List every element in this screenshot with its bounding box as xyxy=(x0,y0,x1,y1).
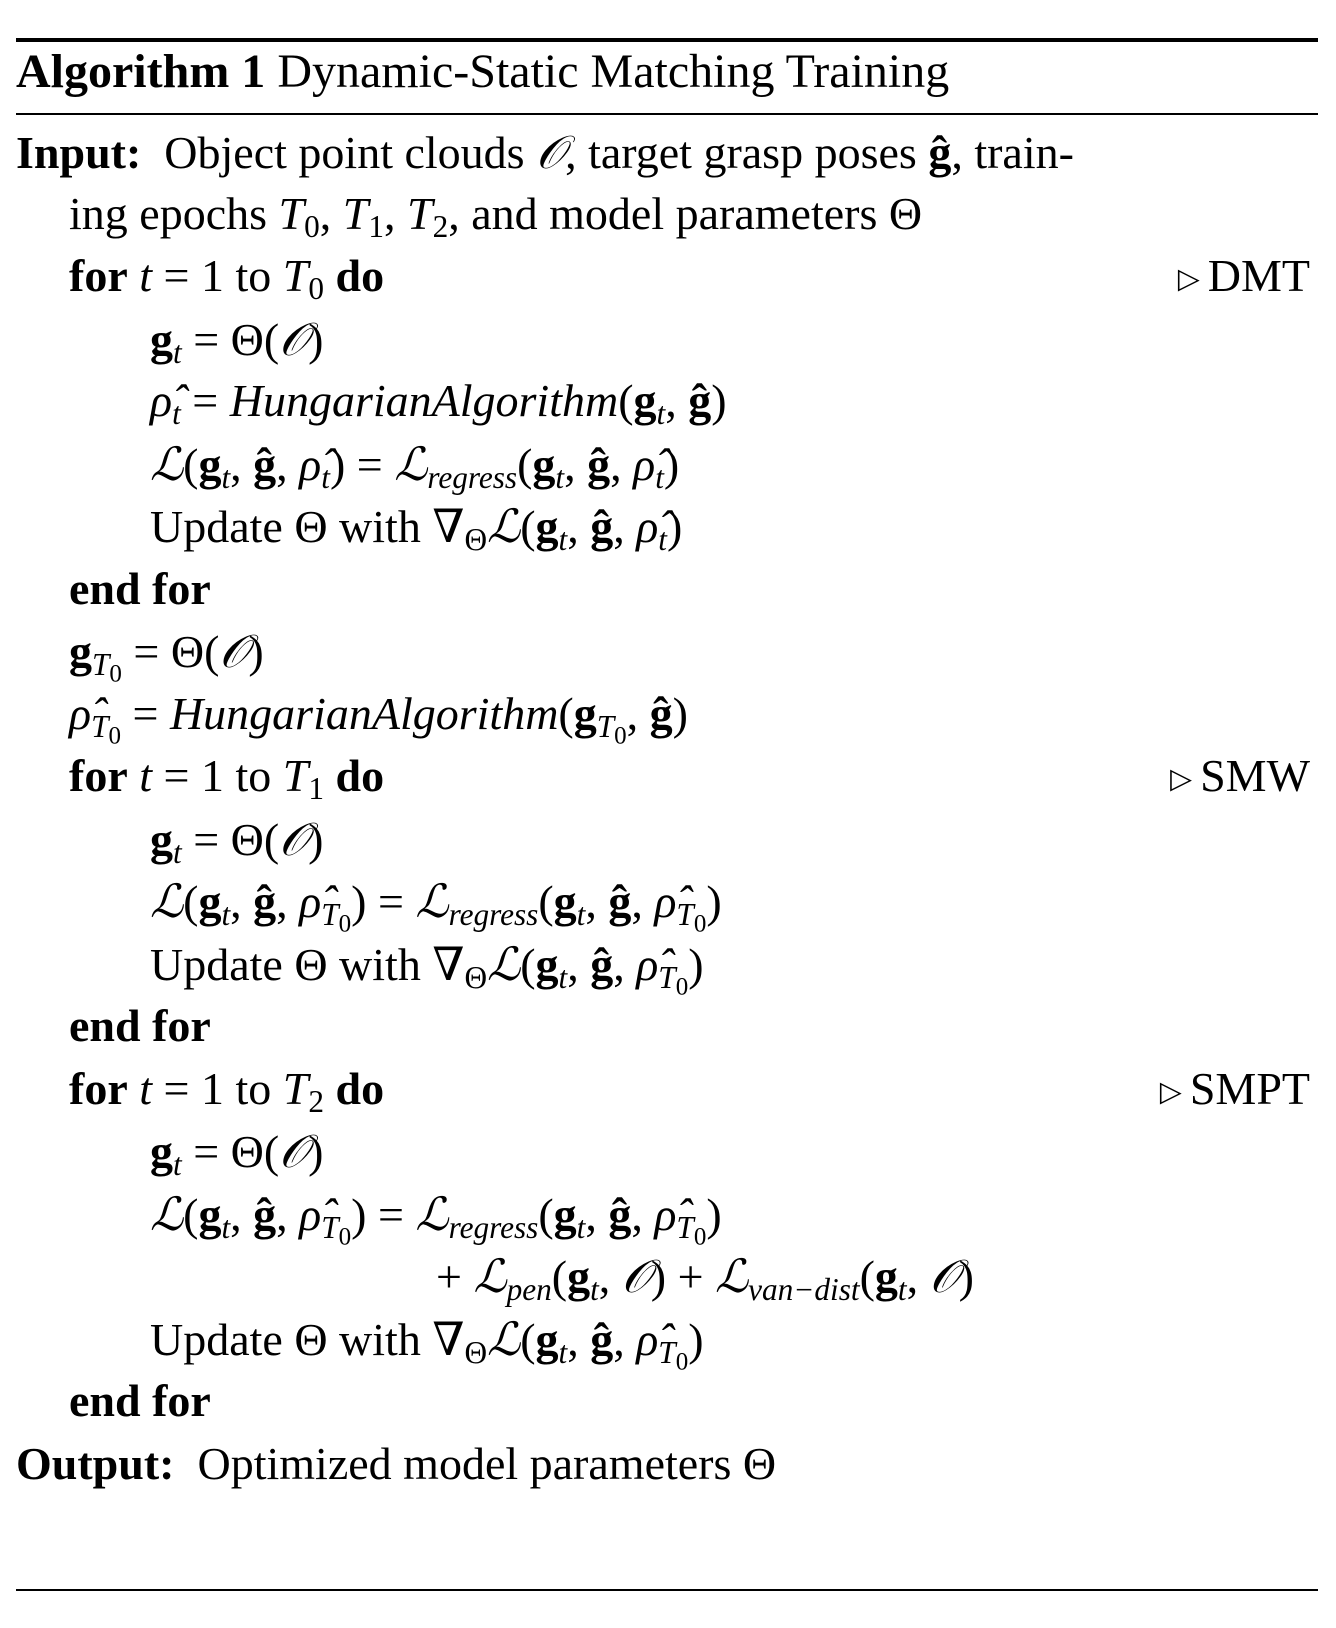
caption-rule xyxy=(16,113,1318,115)
dmt-end-for: end for xyxy=(69,563,211,614)
input-text-1: Object point clouds 𝒪, target grasp poses ĝ, train- xyxy=(152,125,1074,179)
bottom-rule xyxy=(16,1589,1318,1591)
dmt-line-2: $\rhô_t$ = $HungarianAlgorithm(g_t$, ĝ) xyxy=(150,375,727,431)
comment-smpt: ▷ SMPT xyxy=(1159,1063,1310,1114)
smw-end-for: end for xyxy=(69,1000,211,1051)
loop-smw-header: for t = 1 to $T_1$ do xyxy=(69,750,385,806)
comment-smw: ▷ SMW xyxy=(1170,750,1310,801)
smw-line-2: $ℒ(g_t$, ĝ, $\rhô_{T_0}$) = $ℒ_{regress}(g_t$, ĝ, $\rhô_{T_0}$) xyxy=(150,874,722,938)
algorithm-caption xyxy=(16,44,949,100)
input-label: Input: xyxy=(16,127,142,178)
dmt-line-3: $ℒ(g_t$, ĝ, $\rhô_t$) = $ℒ_{regress}(g_t$, ĝ, $\rhô_t$) xyxy=(150,437,680,495)
comment-triangle-icon: ▷ xyxy=(1177,263,1200,295)
between-line-2: $\rhô_{T_0}$ = $HungarianAlgorithm(g_{T_0}$, ĝ) xyxy=(69,688,688,750)
smpt-line-2: $ℒ(g_t$, ĝ, $\rhô_{T_0}$) = $ℒ_{regress}(g_t$, ĝ, $\rhô_{T_0}$) xyxy=(150,1187,722,1251)
smpt-line-1: $g_t$ = Θ(𝒪) xyxy=(150,1124,324,1182)
input-line-2: ing epochs $T_0$, $T_1$, $T_2$, and model parameters Θ xyxy=(69,188,923,244)
between-line-1: $g_{T_0}$ = Θ(𝒪) xyxy=(69,624,264,688)
smpt-line-3: + $ℒ_{pen}(g_t$, 𝒪) + $ℒ_{van-dist}(g_t$, 𝒪) xyxy=(436,1249,974,1307)
output-value: Optimized model parameters Θ xyxy=(197,1438,777,1489)
dmt-line-1: $g_t$ = Θ(𝒪) xyxy=(150,312,324,370)
smw-line-1: $g_t$ = Θ(𝒪) xyxy=(150,812,324,870)
dmt-line-4: Update Θ with $\nabla_\Theta ℒ(g_t$, ĝ, $\rhô_t$) xyxy=(150,499,683,557)
smpt-line-4: Update Θ with $\nabla_\Theta ℒ(g_t$, ĝ, $\rhô_{T_0}$) xyxy=(150,1312,704,1376)
smw-line-3: Update Θ with $\nabla_\Theta ℒ(g_t$, ĝ, $\rhô_{T_0}$) xyxy=(150,937,704,1001)
top-rule xyxy=(16,38,1318,42)
loop-dmt-header: for t = 1 to $T_0$ do xyxy=(69,250,385,306)
algorithm-label: Algorithm 1 xyxy=(16,45,266,98)
comment-triangle-icon: ▷ xyxy=(1159,1076,1182,1108)
output-label: Output: xyxy=(16,1438,175,1489)
output-line xyxy=(16,1436,776,1492)
comment-dmt: ▷ DMT xyxy=(1177,250,1310,301)
loop-smpt-header: for t = 1 to $T_2$ do xyxy=(69,1063,385,1119)
comment-triangle-icon: ▷ xyxy=(1170,763,1193,795)
algorithm-title: Dynamic-Static Matching Training xyxy=(277,45,950,98)
smpt-end-for: end for xyxy=(69,1375,211,1426)
output-text xyxy=(186,1438,198,1489)
input-line-1 xyxy=(16,124,1074,180)
